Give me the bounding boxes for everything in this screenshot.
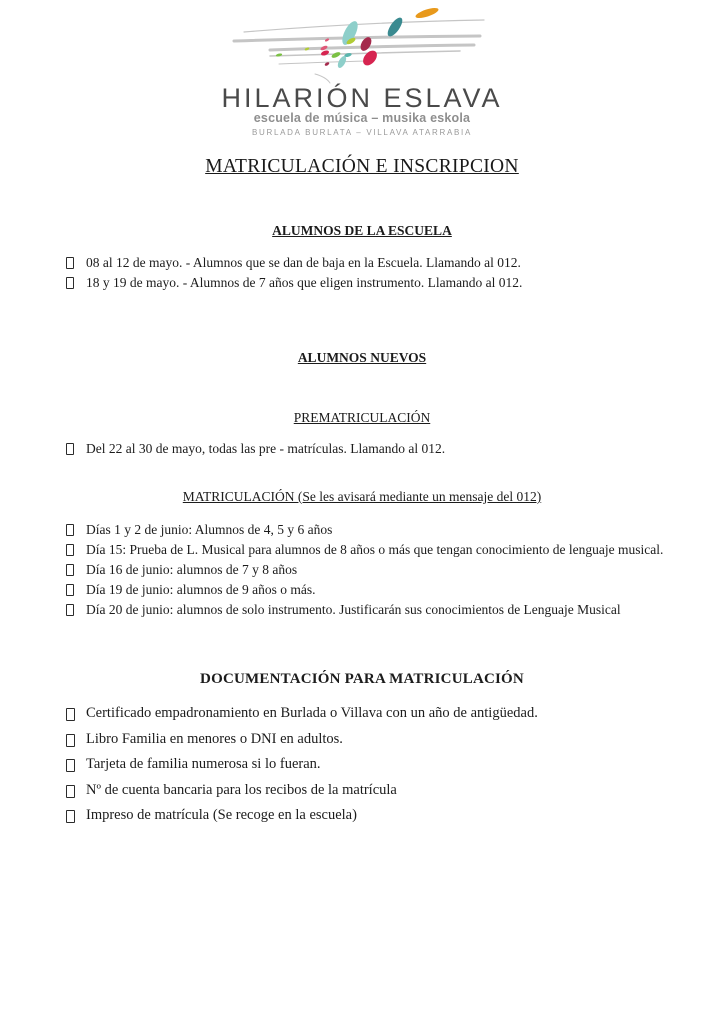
list-item xyxy=(66,541,664,561)
bullet-glyph-icon xyxy=(66,604,74,616)
logo-subtitle: escuela de música – musika eskola xyxy=(253,111,471,125)
logo-petal-crimson xyxy=(360,48,379,68)
list-item-text: Impreso de matrícula (Se recoge en la escuela) xyxy=(86,807,357,823)
bullet-glyph-icon xyxy=(66,584,74,596)
logo-brush-stroke xyxy=(270,45,474,50)
list-item-text: Días 1 y 2 de junio: Alumnos de 4, 5 y 6 años xyxy=(86,522,333,537)
logo-brush-stroke xyxy=(279,61,367,64)
logo-petal-green xyxy=(331,51,342,59)
logo-petal-dark-teal xyxy=(385,15,405,38)
bullet-list-alumnos-escuela xyxy=(66,254,664,294)
section-heading-matriculacion: MATRICULACIÓN (Se les avisará mediante un mensaje del 012) xyxy=(182,489,542,504)
list-item-text: Del 22 al 30 de mayo, todas las pre - matrículas. Llamando al 012. xyxy=(86,441,446,456)
list-item xyxy=(66,274,664,294)
list-item-text: Nº de cuenta bancaria para los recibos de la matrícula xyxy=(86,781,397,798)
list-item xyxy=(66,703,664,729)
list-item xyxy=(66,521,664,541)
list-item xyxy=(66,561,664,581)
bullet-glyph-icon xyxy=(66,734,75,747)
bullet-glyph-icon xyxy=(66,785,75,798)
school-logo xyxy=(0,0,724,137)
logo-location-line: BURLADA BURLATA – VILLAVA ATARRABIA xyxy=(251,128,472,137)
bullet-glyph-icon xyxy=(66,524,74,536)
list-item xyxy=(66,729,664,755)
list-item-text: Día 19 de junio: alumnos de 9 años o más. xyxy=(86,582,316,597)
bullet-glyph-icon xyxy=(66,759,75,772)
section-heading-alumnos-escuela: ALUMNOS DE LA ESCUELA xyxy=(272,223,452,238)
list-item-text: Día 20 de junio: alumnos de solo instrumento. Justificarán sus conocimientos de Lenguaje Musical xyxy=(86,602,621,617)
list-item-text: 08 al 12 de mayo. - Alumnos que se dan de baja en la Escuela. Llamando al 012. xyxy=(86,255,521,270)
bullet-glyph-icon xyxy=(66,544,74,556)
list-item-text: Certificado empadronamiento en Burlada o Villava con un año de antigüedad. xyxy=(86,705,538,721)
logo-school-name: HILARIÓN ESLAVA xyxy=(221,83,503,113)
section-heading-documentacion: DOCUMENTACIÓN PARA MATRICULACIÓN xyxy=(200,671,524,687)
list-item-text: Día 16 de junio: alumnos de 7 y 8 años xyxy=(86,562,298,577)
bullet-glyph-icon xyxy=(66,257,74,269)
bullet-glyph-icon xyxy=(66,277,74,289)
page-title: MATRICULACIÓN E INSCRIPCION xyxy=(205,156,519,177)
bullet-glyph-icon xyxy=(66,564,74,576)
list-item xyxy=(66,581,664,601)
list-item xyxy=(66,601,664,621)
section-heading-alumnos-nuevos: ALUMNOS NUEVOS xyxy=(297,350,427,365)
logo-petal-pink xyxy=(320,45,328,51)
bullet-glyph-icon xyxy=(66,708,75,721)
logo-brush-stroke xyxy=(315,74,330,83)
list-item-text: Libro Familia en menores o DNI en adultos. xyxy=(86,730,343,747)
logo-artwork-icon xyxy=(227,8,497,84)
list-item-text: Día 15: Prueba de L. Musical para alumnos de 8 años o más que tengan conocimiento de lenguaje musical. xyxy=(86,542,664,557)
bullet-glyph-icon xyxy=(66,810,75,823)
logo-brush-stroke xyxy=(270,51,460,56)
list-item xyxy=(66,754,664,780)
bullet-list-prematriculacion xyxy=(66,440,664,460)
logo-brush-stroke xyxy=(234,36,480,41)
bullet-glyph-icon xyxy=(66,443,74,455)
bullet-list-matriculacion xyxy=(66,521,664,621)
list-item xyxy=(66,254,664,274)
logo-brush-stroke xyxy=(244,20,484,32)
list-item xyxy=(66,805,664,831)
logo-petal-orange xyxy=(415,8,440,20)
section-heading-prematriculacion: PREMATRICULACIÓN xyxy=(293,410,431,425)
list-item-text: Tarjeta de familia numerosa si lo fueran. xyxy=(86,756,321,772)
bullet-list-documentacion xyxy=(66,703,664,831)
list-item xyxy=(66,440,664,460)
list-item-text: 18 y 19 de mayo. - Alumnos de 7 años que eligen instrumento. Llamando al 012. xyxy=(86,275,523,290)
logo-petal-red xyxy=(320,49,329,56)
list-item xyxy=(66,780,664,806)
